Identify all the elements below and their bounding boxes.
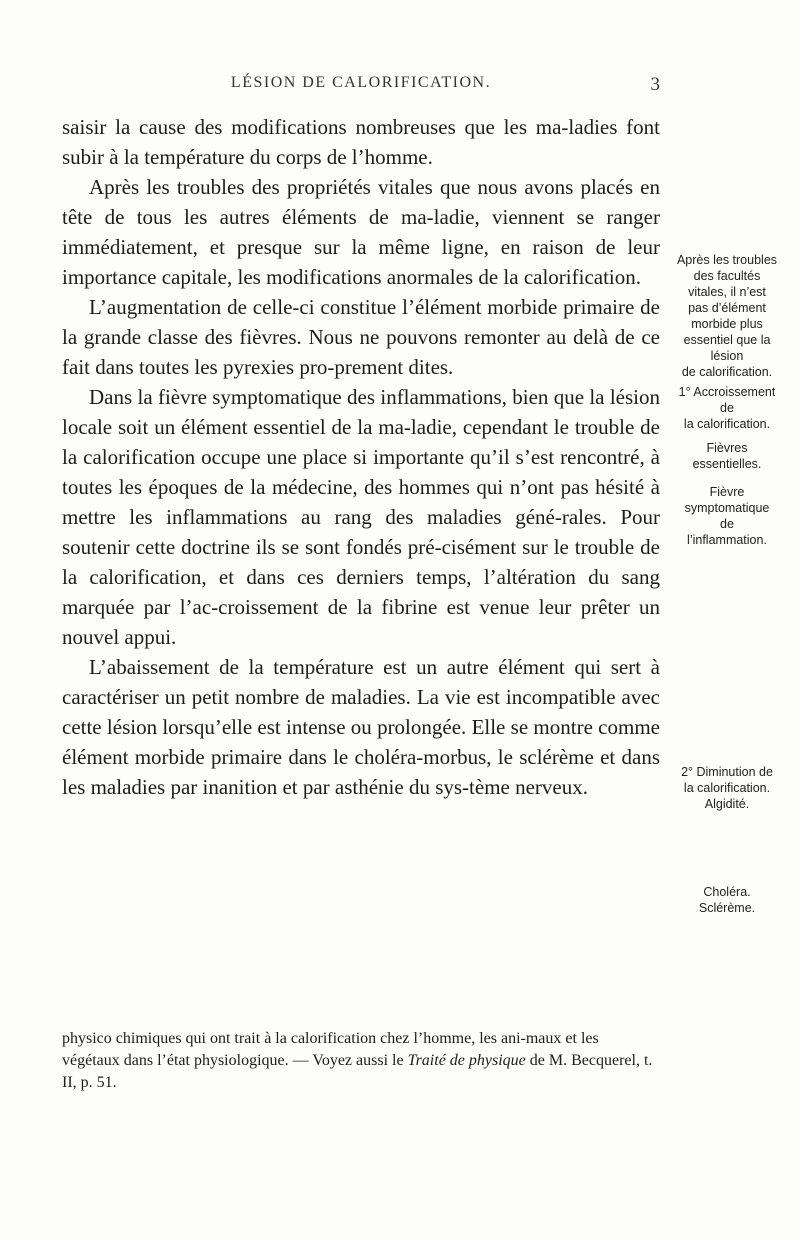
margin-note: Fièvres essentielles.: [692, 441, 762, 471]
footnote-text: physico chimiques qui ont trait à la calorification chez l’homme, les ani-maux et les végétaux dans l’état physiologique. — Voyez aussi le: [62, 1030, 599, 1069]
margin-note: Après les troubles des facultés vitales, il n’est pas d’élément morbide plus essentiel que la lésion de calorification.: [676, 253, 778, 379]
margin-note: Fièvre symptomatique de l’inflammation.: [684, 485, 770, 547]
running-title: LÉSION DE CALORIFICATION.: [230, 74, 492, 91]
paragraph: saisir la cause des modifications nombreuses que les ma-ladies font subir à la température du corps de l’homme.: [62, 115, 660, 169]
paragraph: L’abaissement de la température est un autre élément qui sert à caractériser un petit nombre de maladies. La vie est incompatible avec cette lésion lorsqu’elle est intense ou prolongée. Elle se montre comme élément morbide primaire dans le choléra-morbus, le sclérème et dans les maladies par inanition et par asthénie du sys-tème nerveux.: [62, 655, 660, 799]
margin-note: Choléra. Sclérème.: [698, 885, 756, 915]
running-head: [62, 74, 660, 98]
margin-note: 2° Diminution de la calorification. Algidité.: [681, 765, 773, 811]
page-number: 3: [650, 74, 660, 95]
paragraph: Dans la fièvre symptomatique des inflammations, bien que la lésion locale soit un élément essentiel de la ma-ladie, cependant le trouble de la calorification occupe une place si importante qu’il s’est rencontré, à toutes les époques de la médecine, des hommes qui n’ont pas hésité à mettre les inflammations au rang des maladies géné-rales. Pour soutenir cette doctrine ils se sont fondés pré-cisément sur le trouble de la calorification, et dans ces derniers temps, l’altération du sang marquée par l’ac-croissement de la fibrine est venue leur prêter un nouvel appui.: [62, 385, 660, 649]
main-text: [62, 112, 660, 802]
paragraph: L’augmentation de celle-ci constitue l’élément morbide primaire de la grande classe des fièvres. Nous ne pouvons remonter au delà de ce fait dans toutes les pyrexies pro-prement dites.: [62, 295, 660, 379]
footnote-italic: Traité de physique: [407, 1052, 526, 1069]
margin-note: 1° Accroissement de la calorification.: [678, 385, 776, 431]
paragraph: Après les troubles des propriétés vitales que nous avons placés en tête de tous les autres éléments de ma-ladie, viennent se ranger immédiatement, et presque sur la même ligne, en raison de leur importance capitale, les modifications anormales de la calorification.: [62, 175, 660, 289]
footnote: [62, 1028, 660, 1094]
footnote-tail: de M. Becquerel, t. II, p. 51.: [62, 1052, 653, 1091]
